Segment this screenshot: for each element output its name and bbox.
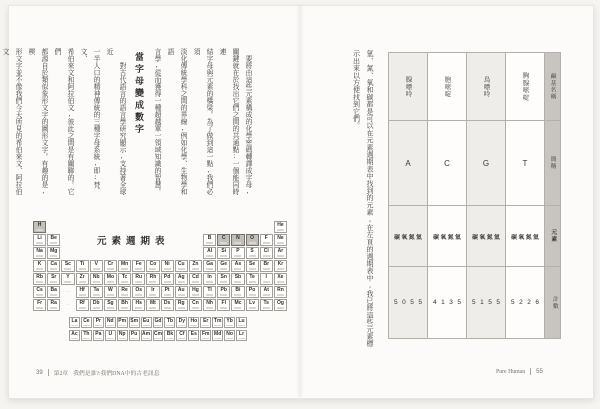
empty-cell: [146, 247, 159, 259]
page-spine-divider: [296, 5, 304, 397]
base-name-cell: 胞嘧啶: [428, 53, 467, 121]
empty-cell: [76, 234, 89, 246]
element-cell: Fr: [33, 299, 46, 311]
empty-cell: [231, 221, 244, 233]
element-cell: Al: [203, 247, 216, 259]
element-cell: Zn: [189, 260, 202, 272]
element-cell: Lr: [236, 330, 247, 342]
element-cell: Ni: [161, 260, 174, 272]
footer-divider: [530, 368, 531, 375]
element-cell: Ac: [69, 330, 80, 342]
dna-base-column: [506, 53, 545, 339]
element-cell: Yb: [224, 317, 235, 329]
element-cell: Pt: [161, 286, 174, 298]
left-page-body-text: [1, 48, 254, 200]
text-column-line: 希伯來文和阿拉伯文,彼此之間是有關聯的。它們: [53, 48, 73, 196]
empty-cell: [161, 221, 174, 233]
text-column-line: 都源自於類似象形文字的圖形文字。有趣的是,楔: [27, 48, 47, 196]
base-counts-cell: 5226: [506, 267, 545, 339]
element-cell: Tl: [203, 286, 216, 298]
element-cell: Ne: [274, 234, 287, 246]
element-cell: Kr: [274, 260, 287, 272]
element-cell: Mg: [47, 247, 60, 259]
element-cell: Ag: [175, 273, 188, 285]
element-cell: Na: [33, 247, 46, 259]
element-cell: Og: [274, 299, 287, 311]
element-cell: Rf: [76, 299, 89, 311]
empty-cell: [132, 221, 145, 233]
element-cell: At: [260, 286, 273, 298]
element-cell: Mn: [118, 260, 131, 272]
empty-cell: [90, 221, 103, 233]
empty-cell: [189, 234, 202, 246]
element-cell: Ts: [260, 299, 273, 311]
element-cell: V: [90, 260, 103, 272]
element-cell: Nd: [105, 317, 116, 329]
element-cell: B: [203, 234, 216, 246]
text-column-line: 對古代語言的語言學研究顯示,支持著全球近: [105, 48, 125, 196]
element-cell: Xe: [274, 273, 287, 285]
element-cell: Ge: [217, 260, 230, 272]
element-cell: Ds: [161, 299, 174, 311]
element-cell: Ir: [146, 286, 159, 298]
element-cell: Br: [260, 260, 273, 272]
dna-base-column: [389, 53, 428, 339]
element-cell: Cm: [153, 330, 164, 342]
element-cell: Ra: [47, 299, 60, 311]
element-cell: Db: [90, 299, 103, 311]
empty-cell: [61, 221, 74, 233]
text-column-line: 要將由這些元素構成的化學密碼轉譯成字母,: [244, 48, 251, 196]
element-cell: Cd: [189, 273, 202, 285]
base-letter-cell: C: [428, 121, 467, 206]
base-elements-cell: 碳氧氮氫: [467, 206, 506, 267]
left-page-number: 39: [36, 369, 43, 376]
empty-cell: [104, 247, 117, 259]
base-counts-cell: 5155: [467, 267, 506, 339]
element-cell: Hg: [189, 286, 202, 298]
element-cell: Fe: [132, 260, 145, 272]
text-column-line: 淡化傳統學科之間的界線,例如化學、生物學和語: [166, 48, 186, 196]
element-cell: Fm: [200, 330, 211, 342]
empty-cell: [132, 247, 145, 259]
element-cell: Pb: [217, 286, 230, 298]
element-cell: Mo: [104, 273, 117, 285]
element-cell: Sg: [104, 299, 117, 311]
base-counts-cell: 4135: [428, 267, 467, 339]
element-cell: H: [33, 221, 46, 233]
empty-cell: [76, 221, 89, 233]
empty-cell: [61, 247, 74, 259]
right-page-footer: [496, 368, 543, 375]
text-column-line: 結字母與元素的橋梁。為了做到這一點,我們必須: [192, 48, 212, 196]
dna-base-column: [467, 53, 506, 339]
element-cell: Bk: [164, 330, 175, 342]
text-column-line: 氫、氮、氧和碳都是可以在元素週期表中找到的元素,在左頁的週期表中,我已將這些元素標: [366, 50, 374, 348]
chapter-title: 我們是誰?:我們DNA中的古老訊息: [73, 371, 160, 377]
row-label-base-name: 鹼基名稱: [545, 53, 561, 121]
element-cell: Ho: [188, 317, 199, 329]
fblock-placeholder: ⋯: [65, 289, 70, 295]
element-cell: Be: [47, 234, 60, 246]
element-cell: Nh: [203, 299, 216, 311]
element-cell: Ru: [132, 273, 145, 285]
element-cell: Mc: [231, 299, 244, 311]
element-cell: Hs: [132, 299, 145, 311]
element-cell: La: [69, 317, 80, 329]
element-cell: Li: [33, 234, 46, 246]
element-cell: Np: [117, 330, 128, 342]
element-cell: Ga: [203, 260, 216, 272]
text-column-line: 示出來以方便找到它們。: [352, 50, 361, 130]
element-cell: Lu: [236, 317, 247, 329]
book-title: Pure Human: [496, 368, 526, 375]
element-cell: Tc: [118, 273, 131, 285]
base-letter-cell: A: [389, 121, 428, 206]
empty-cell: [104, 221, 117, 233]
element-cell: In: [203, 273, 216, 285]
element-cell: Se: [246, 260, 259, 272]
left-page-footer: [36, 368, 160, 377]
element-cell: Pu: [129, 330, 140, 342]
element-cell: Pa: [93, 330, 104, 342]
element-cell: Nb: [90, 273, 103, 285]
element-cell: Bi: [231, 286, 244, 298]
element-cell: Pd: [161, 273, 174, 285]
element-cell: Bh: [118, 299, 131, 311]
element-cell: Ba: [47, 286, 60, 298]
element-cell: Sc: [61, 260, 74, 272]
element-cell: Cs: [33, 286, 46, 298]
element-cell: Sb: [231, 273, 244, 285]
element-cell: C: [217, 234, 230, 246]
empty-cell: [146, 221, 159, 233]
element-cell: No: [224, 330, 235, 342]
empty-cell: [175, 234, 188, 246]
row-label-elements: 元素: [545, 206, 561, 267]
element-cell: N: [231, 234, 244, 246]
element-cell: Sm: [129, 317, 140, 329]
element-cell: Eu: [141, 317, 152, 329]
element-cell: Ar: [274, 247, 287, 259]
footer-divider: [48, 369, 49, 376]
base-letter-cell: G: [467, 121, 506, 206]
base-name-cell: 胸腺嘧啶: [506, 53, 545, 121]
element-cell: Co: [146, 260, 159, 272]
element-cell: Cn: [189, 299, 202, 311]
element-cell: K: [33, 260, 46, 272]
element-cell: Es: [188, 330, 199, 342]
base-letter-cell: T: [506, 121, 545, 206]
element-cell: F: [260, 234, 273, 246]
chapter-label: 第2章: [53, 371, 69, 377]
element-cell: Hf: [76, 286, 89, 298]
element-cell: W: [104, 286, 117, 298]
empty-cell: [203, 221, 216, 233]
element-cell: Re: [118, 286, 131, 298]
element-cell: O: [246, 234, 259, 246]
fblock-placeholder: ⋯: [65, 302, 70, 308]
element-cell: Ti: [76, 260, 89, 272]
element-cell: Si: [217, 247, 230, 259]
element-cell: Am: [141, 330, 152, 342]
base-name-cell: 腺嘌呤: [389, 53, 428, 121]
base-counts-cell: 5055: [389, 267, 428, 339]
text-column-line: 一半人口的精神傳統的三種字母系統,即:梵文、: [79, 48, 99, 189]
empty-cell: [217, 221, 230, 233]
base-elements-cell: 碳氧氮氫: [506, 206, 545, 267]
element-cell: Cr: [104, 260, 117, 272]
empty-cell: [118, 247, 131, 259]
element-cell: S: [246, 247, 259, 259]
empty-cell: [260, 221, 273, 233]
element-cell: Er: [200, 317, 211, 329]
element-cell: Mt: [146, 299, 159, 311]
element-cell: Cu: [175, 260, 188, 272]
element-cell: Te: [246, 273, 259, 285]
element-cell: Sr: [47, 273, 60, 285]
right-page-body-text: [344, 50, 376, 348]
element-cell: Tb: [164, 317, 175, 329]
text-column-line: 關鍵就在於找出它們之間的共通點:一個能同時連: [218, 48, 238, 196]
element-cell: Rn: [274, 286, 287, 298]
element-cell: Rb: [33, 273, 46, 285]
element-cell: He: [274, 221, 287, 233]
base-elements-cell: 碳氧氮氫: [428, 206, 467, 267]
element-cell: Ca: [47, 260, 60, 272]
element-cell: Th: [81, 330, 92, 342]
text-column-line: 形文字並不像我們今天所見的希伯來文、阿拉伯文: [1, 48, 21, 195]
element-cell: Ta: [90, 286, 103, 298]
periodic-table-fblock: [69, 317, 247, 342]
empty-cell: [189, 247, 202, 259]
element-cell: Pr: [93, 317, 104, 329]
empty-cell: [76, 247, 89, 259]
dna-base-columns: [389, 53, 545, 339]
text-column-line: 言學,從而獲得一種超越單一領域知識的智慧。: [153, 48, 160, 196]
element-cell: Tm: [212, 317, 223, 329]
dna-bases-table: [388, 52, 561, 339]
element-cell: Rg: [175, 299, 188, 311]
element-cell: P: [231, 247, 244, 259]
element-cell: As: [231, 260, 244, 272]
element-cell: I: [260, 273, 273, 285]
row-label-counts: 計數: [545, 267, 561, 339]
element-cell: Pm: [117, 317, 128, 329]
empty-cell: [90, 247, 103, 259]
element-cell: Y: [61, 273, 74, 285]
element-cell: Zr: [76, 273, 89, 285]
empty-cell: [161, 247, 174, 259]
element-cell: Au: [175, 286, 188, 298]
element-cell: Cl: [260, 247, 273, 259]
table-row-label-column: [545, 53, 561, 339]
empty-cell: [61, 234, 74, 246]
base-name-cell: 鳥嘌呤: [467, 53, 506, 121]
periodic-table-title: 元素週期表: [97, 237, 170, 247]
element-cell: Ce: [81, 317, 92, 329]
element-cell: Rh: [146, 273, 159, 285]
empty-cell: [175, 221, 188, 233]
element-cell: Lv: [246, 299, 259, 311]
element-cell: Gd: [153, 317, 164, 329]
dna-base-column: [428, 53, 467, 339]
periodic-table: [33, 221, 287, 341]
section-heading: 當字母變成數字: [134, 52, 144, 136]
element-cell: Sn: [217, 273, 230, 285]
empty-cell: [189, 221, 202, 233]
element-cell: U: [105, 330, 116, 342]
right-page-number: 55: [536, 368, 543, 375]
element-cell: Os: [132, 286, 145, 298]
empty-cell: [118, 221, 131, 233]
element-cell: Dy: [176, 317, 187, 329]
base-elements-cell: 碳氧氮氫: [389, 206, 428, 267]
empty-cell: [246, 221, 259, 233]
row-label-abbreviation: 簡稱: [545, 121, 561, 206]
empty-cell: [47, 221, 60, 233]
element-cell: Fl: [217, 299, 230, 311]
element-cell: Md: [212, 330, 223, 342]
element-cell: Po: [246, 286, 259, 298]
element-cell: Cf: [176, 330, 187, 342]
empty-cell: [175, 247, 188, 259]
